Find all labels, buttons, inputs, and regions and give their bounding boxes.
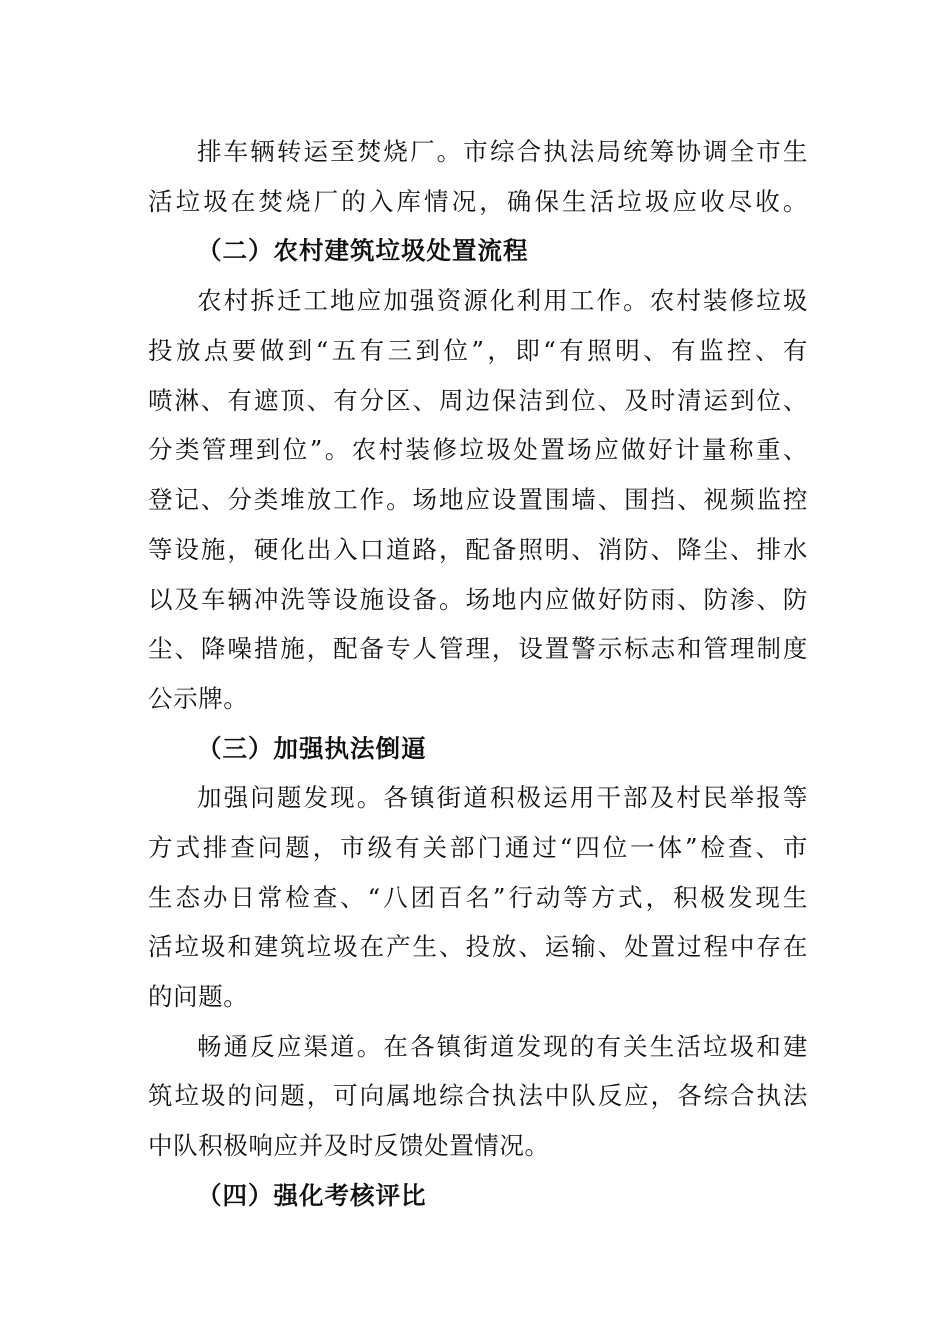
text-line: 以及车辆冲洗等设施设备。场地内应做好防雨、防渗、防 bbox=[148, 585, 808, 614]
text-line: 排车辆转运至焚烧厂。市综合执法局统筹协调全市生 bbox=[197, 137, 808, 166]
text-line: 投放点要做到“五有三到位”，即“有照明、有监控、有 bbox=[148, 336, 808, 365]
text-line: 筑垃圾的问题，可向属地综合执法中队反应，各综合执法 bbox=[148, 1081, 808, 1110]
text-line: 分类管理到位”。农村装修垃圾处置场应做好计量称重、 bbox=[148, 435, 808, 464]
text-line: 尘、降噪措施，配备专人管理，设置警示标志和管理制度 bbox=[148, 634, 808, 663]
text-line: 加强问题发现。各镇街道积极运用干部及村民举报等 bbox=[197, 783, 808, 812]
text-line: 中队积极响应并及时反馈处置情况。 bbox=[148, 1131, 550, 1160]
text-line: 生态办日常检查、“八团百名”行动等方式，积极发现生 bbox=[148, 883, 808, 912]
section-heading: （四）强化考核评比 bbox=[197, 1181, 427, 1210]
text-line: 畅通反应渠道。在各镇街道发现的有关生活垃圾和建 bbox=[197, 1032, 808, 1061]
text-line: 农村拆迁工地应加强资源化利用工作。农村装修垃圾 bbox=[197, 286, 808, 315]
text-line: 方式排查问题，市级有关部门通过“四位一体”检查、市 bbox=[148, 833, 808, 862]
section-heading: （二）农村建筑垃圾处置流程 bbox=[197, 236, 529, 265]
text-line: 登记、分类堆放工作。场地应设置围墙、围挡、视频监控 bbox=[148, 485, 808, 514]
text-line: 活垃圾在焚烧厂的入库情况，确保生活垃圾应收尽收。 bbox=[148, 187, 808, 216]
text-line: 等设施，硬化出入口道路，配备照明、消防、降尘、排水 bbox=[148, 535, 808, 564]
text-line: 喷淋、有遮顶、有分区、周边保洁到位、及时清运到位、 bbox=[148, 386, 808, 415]
section-heading: （三）加强执法倒逼 bbox=[197, 734, 427, 763]
text-line: 公示牌。 bbox=[148, 684, 249, 713]
text-line: 活垃圾和建筑垃圾在产生、投放、运输、处置过程中存在 bbox=[148, 932, 808, 961]
text-line: 的问题。 bbox=[148, 982, 249, 1011]
